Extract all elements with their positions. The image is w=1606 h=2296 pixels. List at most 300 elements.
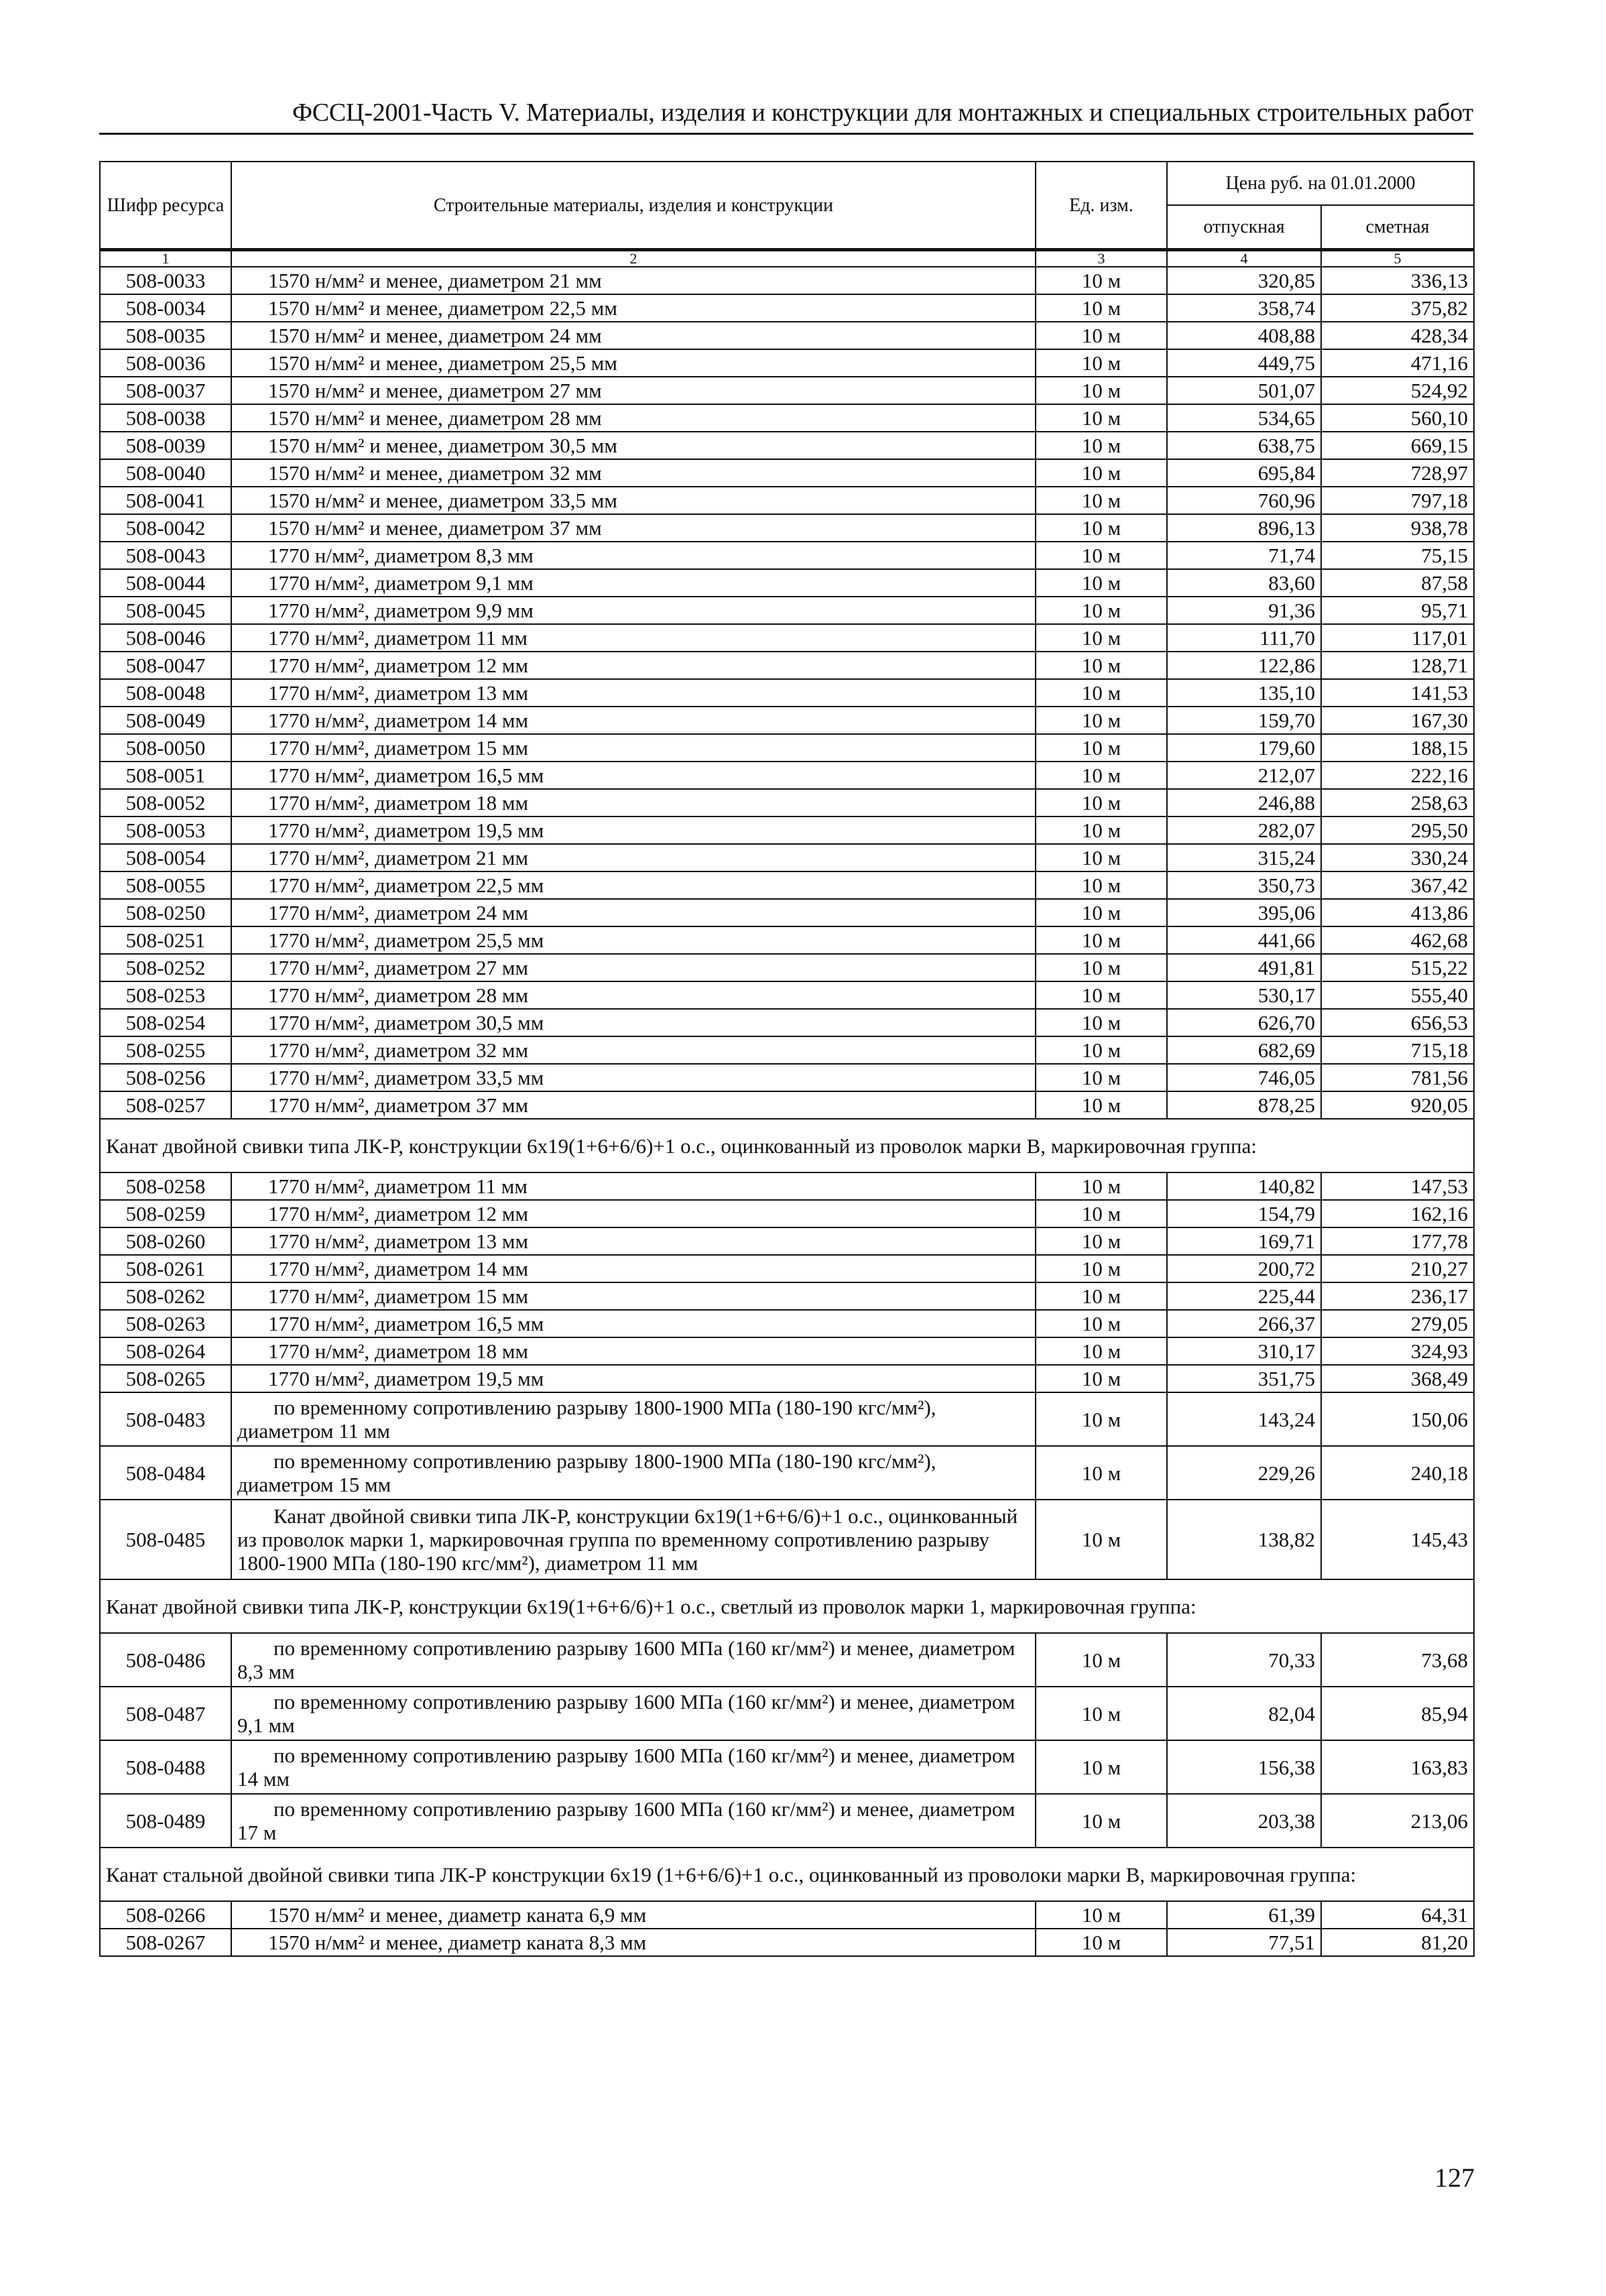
resource-code: 508-0053	[100, 817, 231, 844]
material-description: 1570 н/мм² и менее, диаметром 32 мм	[231, 459, 1036, 487]
table-row	[100, 1365, 1474, 1392]
col-header-release: отпускная	[1167, 205, 1321, 250]
table-row	[100, 487, 1474, 514]
unit-cell: 10 м	[1036, 844, 1167, 871]
table-row	[100, 926, 1474, 954]
resource-code: 508-0049	[100, 707, 231, 734]
resource-code: 508-0256	[100, 1064, 231, 1091]
unit-cell: 10 м	[1036, 432, 1167, 459]
release-price: 351,75	[1167, 1365, 1321, 1392]
material-description: 1770 н/мм², диаметром 25,5 мм	[231, 926, 1036, 954]
table-row	[100, 1091, 1474, 1119]
material-description: 1770 н/мм², диаметром 19,5 мм	[231, 1365, 1036, 1392]
section-row	[100, 1119, 1474, 1172]
estimate-price: 555,40	[1321, 981, 1474, 1009]
estimate-price: 515,22	[1321, 954, 1474, 981]
material-description: 1770 н/мм², диаметром 8,3 мм	[231, 542, 1036, 569]
estimate-price: 560,10	[1321, 404, 1474, 432]
release-price: 229,26	[1167, 1446, 1321, 1500]
table-row	[100, 432, 1474, 459]
estimate-price: 95,71	[1321, 597, 1474, 624]
release-price: 154,79	[1167, 1200, 1321, 1227]
resource-code: 508-0259	[100, 1200, 231, 1227]
unit-cell: 10 м	[1036, 899, 1167, 926]
material-description: 1770 н/мм², диаметром 15 мм	[231, 734, 1036, 762]
table-body	[100, 267, 1474, 1956]
unit-cell: 10 м	[1036, 762, 1167, 789]
material-description: 1570 н/мм² и менее, диаметром 27 мм	[231, 377, 1036, 404]
table-row	[100, 542, 1474, 569]
col-header-code: Шифр ресурса	[100, 162, 231, 250]
unit-cell: 10 м	[1036, 1687, 1167, 1740]
resource-code: 508-0251	[100, 926, 231, 954]
material-description: 1770 н/мм², диаметром 16,5 мм	[231, 762, 1036, 789]
estimate-price: 145,43	[1321, 1500, 1474, 1579]
resource-code: 508-0038	[100, 404, 231, 432]
section-heading: Канат двойной свивки типа ЛК-Р, конструкции 6х19(1+6+6/6)+1 о.с., оцинкованный из проволок марки В, маркировочная группа:	[100, 1119, 1474, 1172]
estimate-price: 167,30	[1321, 707, 1474, 734]
material-description: по временному сопротивлению разрыву 1600 МПа (160 кг/мм²) и менее, диаметром 14 мм	[231, 1740, 1036, 1794]
estimate-price: 295,50	[1321, 817, 1474, 844]
resource-code: 508-0054	[100, 844, 231, 871]
release-price: 896,13	[1167, 514, 1321, 542]
table-row	[100, 899, 1474, 926]
material-description: 1770 н/мм², диаметром 13 мм	[231, 679, 1036, 707]
material-description: по временному сопротивлению разрыву 1800-1900 МПа (180-190 кгс/мм²), диаметром 15 мм	[231, 1446, 1036, 1500]
release-price: 70,33	[1167, 1633, 1321, 1687]
resource-code: 508-0488	[100, 1740, 231, 1794]
table-row	[100, 624, 1474, 652]
release-price: 143,24	[1167, 1392, 1321, 1446]
table-row	[100, 981, 1474, 1009]
release-price: 638,75	[1167, 432, 1321, 459]
material-description: 1770 н/мм², диаметром 14 мм	[231, 707, 1036, 734]
estimate-price: 258,63	[1321, 789, 1474, 817]
estimate-price: 73,68	[1321, 1633, 1474, 1687]
resource-code: 508-0486	[100, 1633, 231, 1687]
release-price: 77,51	[1167, 1929, 1321, 1956]
col-number: 4	[1167, 250, 1321, 267]
estimate-price: 375,82	[1321, 294, 1474, 322]
price-table	[99, 161, 1475, 1957]
resource-code: 508-0483	[100, 1392, 231, 1446]
estimate-price: 413,86	[1321, 899, 1474, 926]
estimate-price: 210,27	[1321, 1255, 1474, 1282]
estimate-price: 330,24	[1321, 844, 1474, 871]
table-row	[100, 514, 1474, 542]
release-price: 61,39	[1167, 1901, 1321, 1929]
material-description: 1770 н/мм², диаметром 15 мм	[231, 1282, 1036, 1310]
release-price: 350,73	[1167, 871, 1321, 899]
estimate-price: 150,06	[1321, 1392, 1474, 1446]
resource-code: 508-0034	[100, 294, 231, 322]
material-description: 1570 н/мм² и менее, диаметром 28 мм	[231, 404, 1036, 432]
estimate-price: 367,42	[1321, 871, 1474, 899]
material-description: 1770 н/мм², диаметром 13 мм	[231, 1227, 1036, 1255]
estimate-price: 656,53	[1321, 1009, 1474, 1036]
resource-code: 508-0036	[100, 349, 231, 377]
resource-code: 508-0040	[100, 459, 231, 487]
estimate-price: 938,78	[1321, 514, 1474, 542]
release-price: 449,75	[1167, 349, 1321, 377]
release-price: 682,69	[1167, 1036, 1321, 1064]
unit-cell: 10 м	[1036, 789, 1167, 817]
table-row	[100, 1036, 1474, 1064]
col-number: 1	[100, 250, 231, 267]
resource-code: 508-0041	[100, 487, 231, 514]
table-row	[100, 569, 1474, 597]
estimate-price: 471,16	[1321, 349, 1474, 377]
resource-code: 508-0045	[100, 597, 231, 624]
material-description: 1770 н/мм², диаметром 12 мм	[231, 652, 1036, 679]
material-description: 1570 н/мм² и менее, диаметром 37 мм	[231, 514, 1036, 542]
table-row	[100, 1740, 1474, 1794]
col-header-estimate: сметная	[1321, 205, 1474, 250]
estimate-price: 177,78	[1321, 1227, 1474, 1255]
release-price: 878,25	[1167, 1091, 1321, 1119]
release-price: 408,88	[1167, 322, 1321, 349]
unit-cell: 10 м	[1036, 1633, 1167, 1687]
estimate-price: 64,31	[1321, 1901, 1474, 1929]
section-heading: Канат стальной двойной свивки типа ЛК-Р конструкции 6х19 (1+6+6/6)+1 о.с., оцинкованный из проволоки марки В, маркировочная группа:	[100, 1848, 1474, 1901]
material-description: Канат двойной свивки типа ЛК-Р, конструкции 6х19(1+6+6/6)+1 о.с., оцинкованный из проволок марки 1, маркировочная группа по временному сопротивлению разрыву 1800-1900 МПа (180-190 кгс/мм²), диаметром 11 мм	[231, 1500, 1036, 1579]
release-price: 315,24	[1167, 844, 1321, 871]
material-description: 1770 н/мм², диаметром 11 мм	[231, 1172, 1036, 1200]
estimate-price: 368,49	[1321, 1365, 1474, 1392]
table-row	[100, 1337, 1474, 1365]
unit-cell: 10 м	[1036, 1446, 1167, 1500]
table-row	[100, 844, 1474, 871]
section-heading: Канат двойной свивки типа ЛК-Р, конструкции 6х19(1+6+6/6)+1 о.с., светлый из проволок марки 1, маркировочная группа:	[100, 1579, 1474, 1633]
release-price: 135,10	[1167, 679, 1321, 707]
table-row	[100, 652, 1474, 679]
table-row	[100, 871, 1474, 899]
release-price: 82,04	[1167, 1687, 1321, 1740]
table-row	[100, 1446, 1474, 1500]
estimate-price: 920,05	[1321, 1091, 1474, 1119]
unit-cell: 10 м	[1036, 377, 1167, 404]
unit-cell: 10 м	[1036, 1740, 1167, 1794]
material-description: 1770 н/мм², диаметром 24 мм	[231, 899, 1036, 926]
unit-cell: 10 м	[1036, 1282, 1167, 1310]
unit-cell: 10 м	[1036, 652, 1167, 679]
unit-cell: 10 м	[1036, 322, 1167, 349]
unit-cell: 10 м	[1036, 1255, 1167, 1282]
page-number: 127	[1434, 2163, 1475, 2193]
table-row	[100, 322, 1474, 349]
unit-cell: 10 м	[1036, 1794, 1167, 1848]
resource-code: 508-0260	[100, 1227, 231, 1255]
table-row	[100, 954, 1474, 981]
release-price: 530,17	[1167, 981, 1321, 1009]
estimate-price: 279,05	[1321, 1310, 1474, 1337]
release-price: 225,44	[1167, 1282, 1321, 1310]
estimate-price: 147,53	[1321, 1172, 1474, 1200]
estimate-price: 728,97	[1321, 459, 1474, 487]
release-price: 179,60	[1167, 734, 1321, 762]
release-price: 534,65	[1167, 404, 1321, 432]
col-number: 2	[231, 250, 1036, 267]
material-description: 1570 н/мм² и менее, диаметром 25,5 мм	[231, 349, 1036, 377]
material-description: по временному сопротивлению разрыву 1800-1900 МПа (180-190 кгс/мм²), диаметром 11 мм	[231, 1392, 1036, 1446]
col-number: 3	[1036, 250, 1167, 267]
resource-code: 508-0043	[100, 542, 231, 569]
table-head	[100, 162, 1474, 267]
material-description: 1570 н/мм² и менее, диаметром 24 мм	[231, 322, 1036, 349]
table-row	[100, 1227, 1474, 1255]
table-row	[100, 1282, 1474, 1310]
release-price: 212,07	[1167, 762, 1321, 789]
estimate-price: 128,71	[1321, 652, 1474, 679]
unit-cell: 10 м	[1036, 1500, 1167, 1579]
release-price: 266,37	[1167, 1310, 1321, 1337]
section-row	[100, 1848, 1474, 1901]
resource-code: 508-0267	[100, 1929, 231, 1956]
release-price: 111,70	[1167, 624, 1321, 652]
estimate-price: 797,18	[1321, 487, 1474, 514]
material-description: по временному сопротивлению разрыву 1600 МПа (160 кг/мм²) и менее, диаметром 8,3 мм	[231, 1633, 1036, 1687]
unit-cell: 10 м	[1036, 542, 1167, 569]
resource-code: 508-0261	[100, 1255, 231, 1282]
material-description: 1570 н/мм² и менее, диаметр каната 6,9 мм	[231, 1901, 1036, 1929]
resource-code: 508-0050	[100, 734, 231, 762]
estimate-price: 669,15	[1321, 432, 1474, 459]
table-row	[100, 1200, 1474, 1227]
release-price: 83,60	[1167, 569, 1321, 597]
table-row	[100, 1901, 1474, 1929]
material-description: 1770 н/мм², диаметром 21 мм	[231, 844, 1036, 871]
table-row	[100, 1172, 1474, 1200]
release-price: 159,70	[1167, 707, 1321, 734]
section-row	[100, 1579, 1474, 1633]
unit-cell: 10 м	[1036, 1200, 1167, 1227]
release-price: 695,84	[1167, 459, 1321, 487]
release-price: 282,07	[1167, 817, 1321, 844]
resource-code: 508-0262	[100, 1282, 231, 1310]
release-price: 320,85	[1167, 267, 1321, 294]
release-price: 746,05	[1167, 1064, 1321, 1091]
estimate-price: 85,94	[1321, 1687, 1474, 1740]
col-number: 5	[1321, 250, 1474, 267]
material-description: 1770 н/мм², диаметром 16,5 мм	[231, 1310, 1036, 1337]
material-description: 1770 н/мм², диаметром 27 мм	[231, 954, 1036, 981]
resource-code: 508-0046	[100, 624, 231, 652]
price-table-wrap	[99, 161, 1473, 1957]
material-description: 1770 н/мм², диаметром 33,5 мм	[231, 1064, 1036, 1091]
table-row	[100, 404, 1474, 432]
unit-cell: 10 м	[1036, 294, 1167, 322]
unit-cell: 10 м	[1036, 267, 1167, 294]
table-row	[100, 1009, 1474, 1036]
resource-code: 508-0265	[100, 1365, 231, 1392]
resource-code: 508-0253	[100, 981, 231, 1009]
resource-code: 508-0052	[100, 789, 231, 817]
resource-code: 508-0484	[100, 1446, 231, 1500]
unit-cell: 10 м	[1036, 1392, 1167, 1446]
unit-cell: 10 м	[1036, 1064, 1167, 1091]
table-row	[100, 1064, 1474, 1091]
resource-code: 508-0254	[100, 1009, 231, 1036]
release-price: 310,17	[1167, 1337, 1321, 1365]
resource-code: 508-0258	[100, 1172, 231, 1200]
table-row	[100, 459, 1474, 487]
resource-code: 508-0257	[100, 1091, 231, 1119]
unit-cell: 10 м	[1036, 981, 1167, 1009]
estimate-price: 162,16	[1321, 1200, 1474, 1227]
estimate-price: 781,56	[1321, 1064, 1474, 1091]
resource-code: 508-0487	[100, 1687, 231, 1740]
material-description: 1770 н/мм², диаметром 12 мм	[231, 1200, 1036, 1227]
estimate-price: 715,18	[1321, 1036, 1474, 1064]
unit-cell: 10 м	[1036, 1901, 1167, 1929]
release-price: 491,81	[1167, 954, 1321, 981]
release-price: 203,38	[1167, 1794, 1321, 1848]
material-description: 1570 н/мм² и менее, диаметром 30,5 мм	[231, 432, 1036, 459]
resource-code: 508-0264	[100, 1337, 231, 1365]
estimate-price: 524,92	[1321, 377, 1474, 404]
unit-cell: 10 м	[1036, 569, 1167, 597]
material-description: 1570 н/мм² и менее, диаметром 22,5 мм	[231, 294, 1036, 322]
unit-cell: 10 м	[1036, 926, 1167, 954]
table-row	[100, 707, 1474, 734]
col-header-name: Строительные материалы, изделия и конструкции	[231, 162, 1036, 250]
table-row	[100, 377, 1474, 404]
estimate-price: 336,13	[1321, 267, 1474, 294]
estimate-price: 87,58	[1321, 569, 1474, 597]
col-header-unit: Ед. изм.	[1036, 162, 1167, 250]
table-row	[100, 597, 1474, 624]
unit-cell: 10 м	[1036, 597, 1167, 624]
estimate-price: 428,34	[1321, 322, 1474, 349]
table-row	[100, 789, 1474, 817]
resource-code: 508-0037	[100, 377, 231, 404]
unit-cell: 10 м	[1036, 817, 1167, 844]
estimate-price: 236,17	[1321, 1282, 1474, 1310]
estimate-price: 240,18	[1321, 1446, 1474, 1500]
estimate-price: 117,01	[1321, 624, 1474, 652]
resource-code: 508-0252	[100, 954, 231, 981]
material-description: 1770 н/мм², диаметром 37 мм	[231, 1091, 1036, 1119]
release-price: 200,72	[1167, 1255, 1321, 1282]
material-description: 1770 н/мм², диаметром 19,5 мм	[231, 817, 1036, 844]
release-price: 358,74	[1167, 294, 1321, 322]
table-row	[100, 1310, 1474, 1337]
table-row	[100, 679, 1474, 707]
resource-code: 508-0044	[100, 569, 231, 597]
unit-cell: 10 м	[1036, 1172, 1167, 1200]
material-description: 1770 н/мм², диаметром 28 мм	[231, 981, 1036, 1009]
material-description: 1770 н/мм², диаметром 18 мм	[231, 1337, 1036, 1365]
release-price: 71,74	[1167, 542, 1321, 569]
resource-code: 508-0047	[100, 652, 231, 679]
resource-code: 508-0485	[100, 1500, 231, 1579]
material-description: по временному сопротивлению разрыву 1600 МПа (160 кг/мм²) и менее, диаметром 9,1 мм	[231, 1687, 1036, 1740]
unit-cell: 10 м	[1036, 1929, 1167, 1956]
resource-code: 508-0035	[100, 322, 231, 349]
estimate-price: 462,68	[1321, 926, 1474, 954]
estimate-price: 75,15	[1321, 542, 1474, 569]
material-description: 1770 н/мм², диаметром 32 мм	[231, 1036, 1036, 1064]
material-description: 1770 н/мм², диаметром 18 мм	[231, 789, 1036, 817]
material-description: 1770 н/мм², диаметром 14 мм	[231, 1255, 1036, 1282]
unit-cell: 10 м	[1036, 954, 1167, 981]
estimate-price: 81,20	[1321, 1929, 1474, 1956]
unit-cell: 10 м	[1036, 404, 1167, 432]
table-row	[100, 1633, 1474, 1687]
release-price: 91,36	[1167, 597, 1321, 624]
page-header: ФССЦ-2001-Часть V. Материалы, изделия и конструкции для монтажных и специальных строительных работ	[99, 98, 1473, 135]
resource-code: 508-0250	[100, 899, 231, 926]
release-price: 246,88	[1167, 789, 1321, 817]
resource-code: 508-0039	[100, 432, 231, 459]
release-price: 138,82	[1167, 1500, 1321, 1579]
release-price: 156,38	[1167, 1740, 1321, 1794]
resource-code: 508-0051	[100, 762, 231, 789]
table-row	[100, 267, 1474, 294]
unit-cell: 10 м	[1036, 514, 1167, 542]
table-row	[100, 294, 1474, 322]
material-description: по временному сопротивлению разрыву 1600 МПа (160 кг/мм²) и менее, диаметром 17 м	[231, 1794, 1036, 1848]
table-row	[100, 762, 1474, 789]
material-description: 1770 н/мм², диаметром 9,9 мм	[231, 597, 1036, 624]
unit-cell: 10 м	[1036, 1009, 1167, 1036]
material-description: 1570 н/мм² и менее, диаметром 33,5 мм	[231, 487, 1036, 514]
unit-cell: 10 м	[1036, 349, 1167, 377]
release-price: 441,66	[1167, 926, 1321, 954]
resource-code: 508-0048	[100, 679, 231, 707]
unit-cell: 10 м	[1036, 1337, 1167, 1365]
unit-cell: 10 м	[1036, 487, 1167, 514]
table-row	[100, 734, 1474, 762]
table-row	[100, 349, 1474, 377]
table-row	[100, 1392, 1474, 1446]
resource-code: 508-0033	[100, 267, 231, 294]
release-price: 501,07	[1167, 377, 1321, 404]
unit-cell: 10 м	[1036, 707, 1167, 734]
table-row	[100, 1255, 1474, 1282]
resource-code: 508-0055	[100, 871, 231, 899]
table-row	[100, 1929, 1474, 1956]
unit-cell: 10 м	[1036, 459, 1167, 487]
col-header-price: Цена руб. на 01.01.2000	[1167, 162, 1474, 205]
unit-cell: 10 м	[1036, 624, 1167, 652]
resource-code: 508-0489	[100, 1794, 231, 1848]
release-price: 169,71	[1167, 1227, 1321, 1255]
estimate-price: 213,06	[1321, 1794, 1474, 1848]
release-price: 760,96	[1167, 487, 1321, 514]
unit-cell: 10 м	[1036, 1365, 1167, 1392]
unit-cell: 10 м	[1036, 1091, 1167, 1119]
estimate-price: 141,53	[1321, 679, 1474, 707]
unit-cell: 10 м	[1036, 871, 1167, 899]
resource-code: 508-0266	[100, 1901, 231, 1929]
material-description: 1570 н/мм² и менее, диаметром 21 мм	[231, 267, 1036, 294]
release-price: 395,06	[1167, 899, 1321, 926]
material-description: 1770 н/мм², диаметром 9,1 мм	[231, 569, 1036, 597]
estimate-price: 222,16	[1321, 762, 1474, 789]
unit-cell: 10 м	[1036, 1310, 1167, 1337]
material-description: 1770 н/мм², диаметром 11 мм	[231, 624, 1036, 652]
release-price: 122,86	[1167, 652, 1321, 679]
resource-code: 508-0255	[100, 1036, 231, 1064]
estimate-price: 188,15	[1321, 734, 1474, 762]
estimate-price: 324,93	[1321, 1337, 1474, 1365]
release-price: 626,70	[1167, 1009, 1321, 1036]
material-description: 1770 н/мм², диаметром 22,5 мм	[231, 871, 1036, 899]
table-row	[100, 1794, 1474, 1848]
table-row	[100, 1687, 1474, 1740]
estimate-price: 163,83	[1321, 1740, 1474, 1794]
